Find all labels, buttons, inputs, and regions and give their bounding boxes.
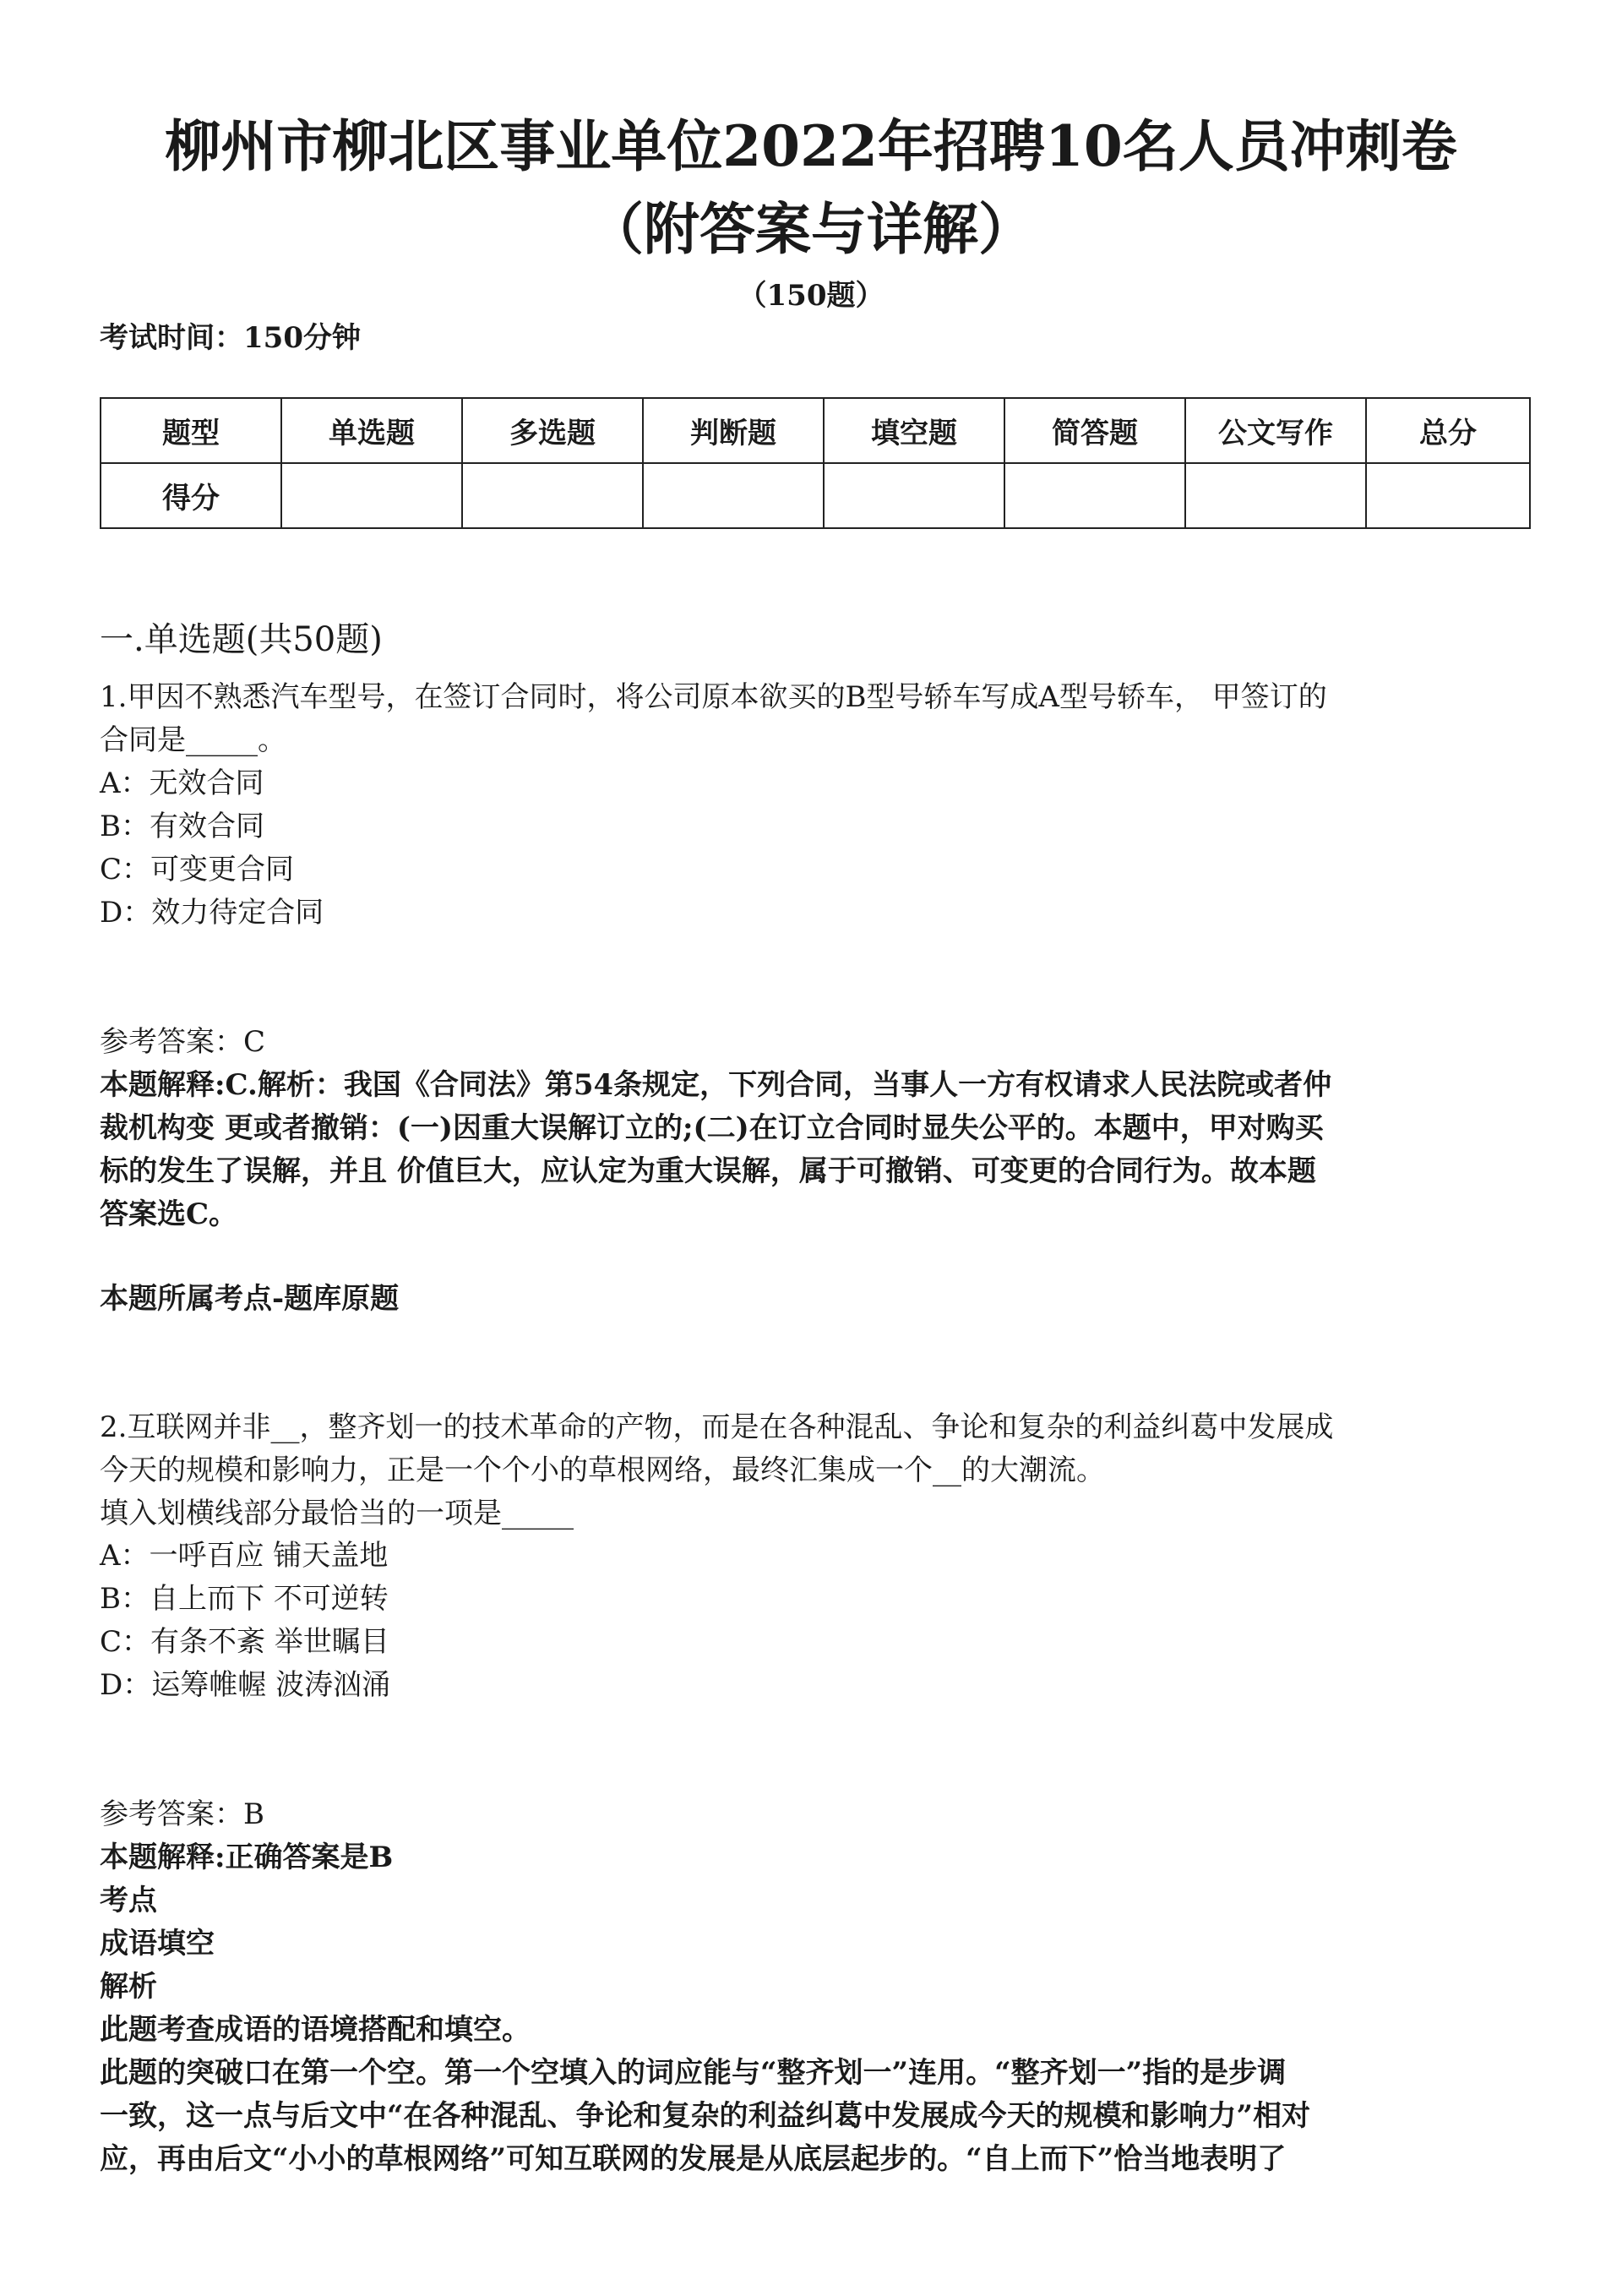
stem-line: 2.互联网并非__，整齐划一的技术革命的产物，而是在各种混乱、争论和复杂的利益纠葛中发展成 (100, 1410, 1334, 1444)
score-row-label: 得分 (101, 463, 281, 528)
score-header-cell: 多选题 (462, 398, 643, 463)
option-b: B：自上而下 不可逆转 (100, 1582, 389, 1616)
question-1-stem (100, 676, 1527, 762)
score-header-cell: 题型 (101, 398, 281, 463)
score-cell (462, 463, 643, 528)
explanation-line: 一致，这一点与后文中“在各种混乱、争论和复杂的利益纠葛中发展成今天的规模和影响力”相对 (100, 2099, 1311, 2133)
stem-line: 1.甲因不熟悉汽车型号，在签订合同时，将公司原本欲买的B型号轿车写成A型号轿车， 甲签订的 (100, 680, 1327, 714)
option-a: A：一呼百应 铺天盖地 (100, 1539, 389, 1573)
score-cell (1185, 463, 1366, 528)
question-2-answer-block (100, 1793, 1527, 2181)
stem-line: 合同是_____。 (100, 723, 286, 757)
explanation-line: 此题的突破口在第一个空。第一个空填入的词应能与“整齐划一”连用。“整齐划一”指的是步调 (100, 2056, 1287, 2090)
score-cell (824, 463, 1004, 528)
score-cell (281, 463, 462, 528)
explanation-line: 此题考查成语的语境搭配和填空。 (100, 2013, 531, 2047)
explanation-line: 成语填空 (100, 1927, 215, 1961)
score-header-cell: 填空题 (824, 398, 1004, 463)
score-cell (1366, 463, 1530, 528)
explanation-line: 答案选C。 (100, 1197, 238, 1231)
explanation-line: 考点 (100, 1884, 157, 1917)
question-1-options (100, 762, 1527, 935)
option-c: C：可变更合同 (100, 853, 295, 886)
score-table-header-row (101, 398, 1530, 463)
explanation-line: 标的发生了误解，并且 价值巨大，应认定为重大误解，属于可撤销、可变更的合同行为。故本题 (100, 1154, 1316, 1188)
score-header-cell: 判断题 (643, 398, 824, 463)
question-count: （150题） (738, 279, 884, 313)
question-1-answer-block (100, 1021, 1527, 1236)
score-table (100, 397, 1531, 529)
answer: 参考答案：C (100, 1025, 266, 1059)
score-header-cell: 总分 (1366, 398, 1530, 463)
stem-line: 今天的规模和影响力，正是一个个小的草根网络，最终汇集成一个__的大潮流。 (100, 1453, 1105, 1487)
section-title: 一.单选题(共50题) (100, 620, 383, 659)
question-2-stem (100, 1406, 1527, 1535)
option-a: A：无效合同 (100, 766, 264, 800)
document-title-line2: （附答案与详解） (588, 196, 1034, 262)
explanation-line: 裁机构变 更或者撤销：(一)因重大误解订立的;(二)在订立合同时显失公平的。本题中，甲对购买 (100, 1111, 1324, 1145)
score-table-score-row (101, 463, 1530, 528)
explanation-line: 应，再由后文“小小的草根网络”可知互联网的发展是从底层起步的。“自上而下”恰当地表明了 (100, 2142, 1287, 2176)
option-b: B：有效合同 (100, 810, 264, 843)
exam-time: 考试时间：150分钟 (100, 321, 361, 355)
score-header-cell: 简答题 (1004, 398, 1185, 463)
question-1-source: 本题所属考点-题库原题 (100, 1282, 400, 1316)
score-cell (643, 463, 824, 528)
option-d: D：运筹帷幄 波涛汹涌 (100, 1668, 391, 1702)
option-d: D：效力待定合同 (100, 896, 324, 930)
score-header-cell: 单选题 (281, 398, 462, 463)
score-cell (1004, 463, 1185, 528)
explanation-line: 本题解释:正确答案是B (100, 1841, 394, 1874)
explanation-line: 本题解释:C.解析：我国《合同法》第54条规定，下列合同，当事人一方有权请求人民法院或者仲 (100, 1068, 1332, 1102)
explanation-line: 解析 (100, 1970, 157, 2004)
document-title-line1: 柳州市柳北区事业单位2022年招聘10名人员冲刺卷 (165, 113, 1457, 179)
score-header-cell: 公文写作 (1185, 398, 1366, 463)
stem-line: 填入划横线部分最恰当的一项是_____ (100, 1497, 574, 1530)
question-2-options (100, 1535, 1527, 1707)
answer: 参考答案：B (100, 1797, 264, 1831)
option-c: C：有条不紊 举世瞩目 (100, 1625, 389, 1659)
